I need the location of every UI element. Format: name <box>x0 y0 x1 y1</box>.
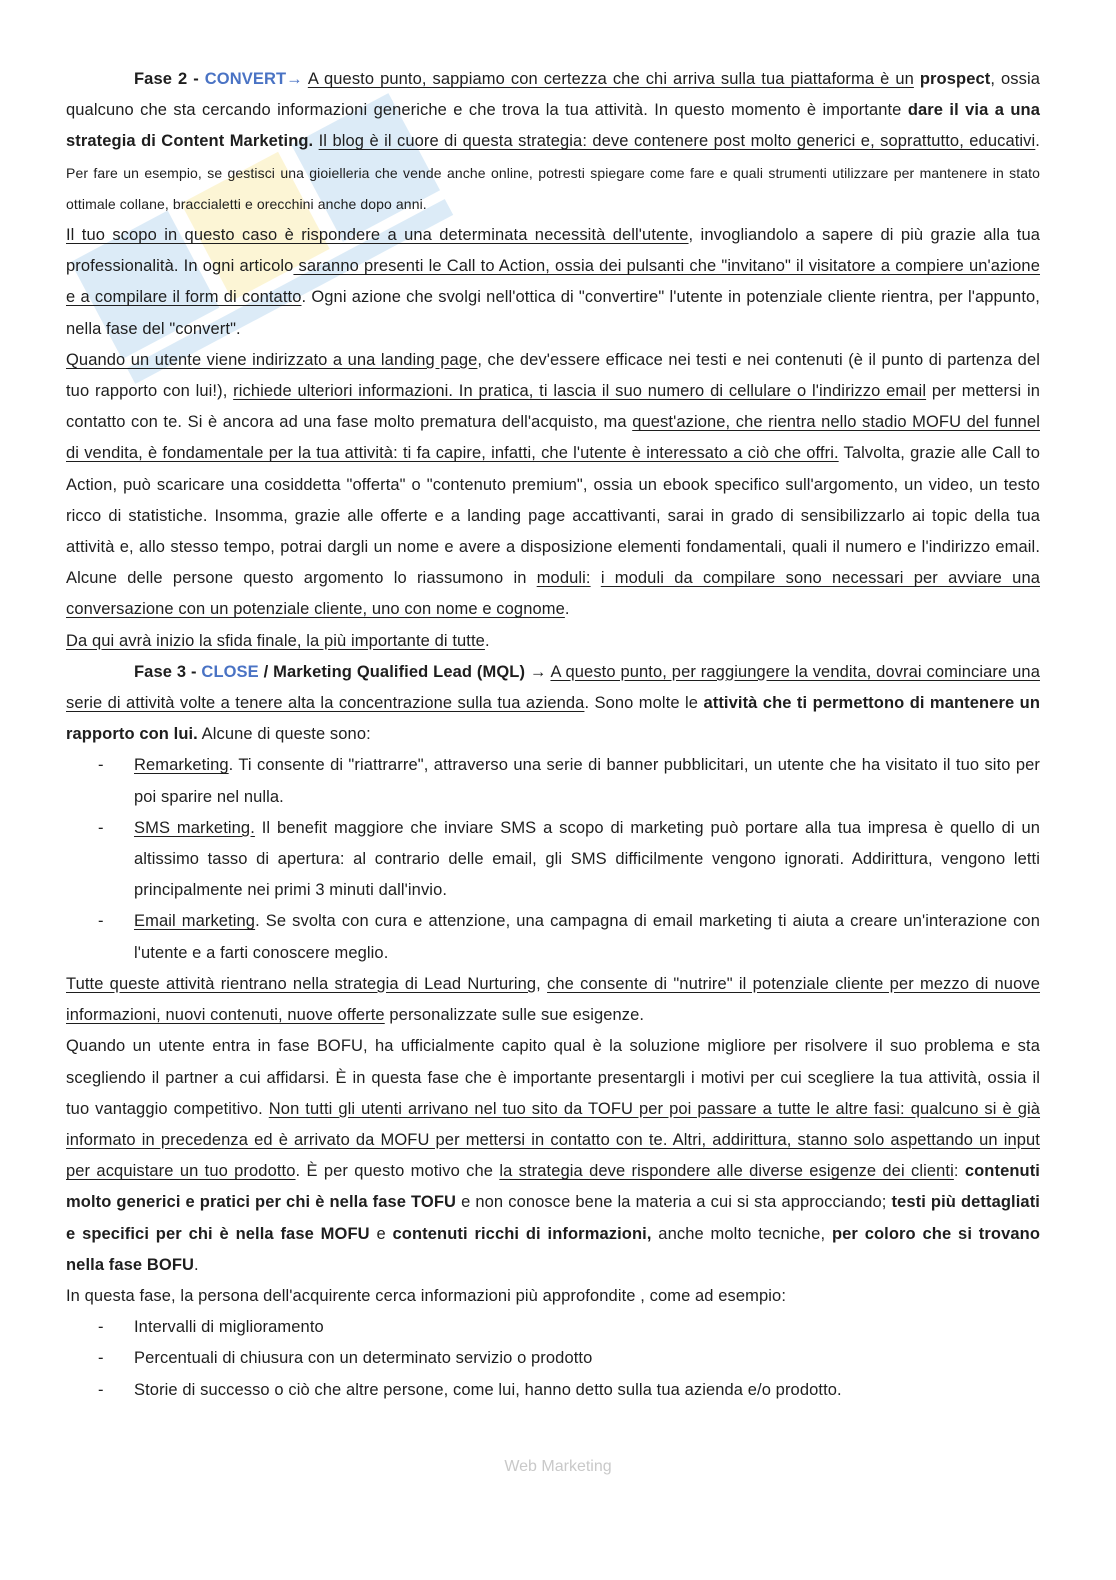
info-list <box>66 1312 1040 1406</box>
list-item: - Email marketing. Se svolta con cura e attenzione, una campagna di email marketing ti aiuta a creare un'interazione con l'utente e a farti conoscere meglio. <box>98 912 1040 962</box>
page-footer: Web Marketing <box>504 1458 612 1475</box>
paragraph-landing-page: Quando un utente viene indirizzato a una landing page, che dev'essere efficace nei testi e nei contenuti (è il punto di partenza del tuo rapporto con lui!), richiede ulteriori informazioni. In pratica, ti lascia il suo numero di cellulare o l'indirizzo email per mettersi in contatto con te. Si è ancora ad una fase molto prematura dell'acquisto, ma quest'azione, che rientra nello stadio MOFU del funnel di vendita, è fondamentale per la tua attività: ti fa capire, infatti, che l'utente è interessato a ciò che offri. Talvolta, grazie alle Call to Action, può scaricare una cosiddetta "offerta" o "contenuto premium", ossia un ebook specifico sull'argomento, un video, un testo ricco di statistiche. Insomma, grazie alle offerte e a landing page accattivanti, sarai in grado di sensibilizzarlo ai topic della tua attività e, allo stesso tempo, potrai dargli un nome e avere a disposizione elementi fondamentali, quali il numero e l'indirizzo email. Alcune delle persone questo argomento lo riassumono in moduli: i moduli da compilare sono necessari per avviare una conversazione con un potenziale cliente, uno con nome e cognome. <box>66 350 1040 619</box>
paragraph-fase3: Fase 3 - CLOSE / Marketing Qualified Lead (MQL) → A questo punto, per raggiungere la vendita, dovrai cominciare una serie di attività volte a tenere alta la concentrazione sulla tua azienda. Sono molte le attività che ti permettono di mantenere un rapporto con lui. Alcune di queste sono: <box>66 662 1041 744</box>
paragraph-fase2: Fase 2 - CONVERT→ A questo punto, sappiamo con certezza che chi arriva sulla tua piattaforma è un prospect, ossia qualcuno che sta cercando informazioni generiche e che trova la tua attività. In questo momento è importante dare il via a una strategia di Content Marketing. Il blog è il cuore di questa strategia: deve contenere post molto generici e, soprattutto, educativi. Per fare un esempio, se gestisci una gioielleria che vende anche online, potresti spiegare come fare e quali strumenti utilizzare per mantenere in stato ottimale collane, braccialetti e orecchini anche dopo anni. <box>66 70 1041 212</box>
fase3-label: Fase 3 - <box>134 662 202 681</box>
list-item: - Percentuali di chiusura con un determinato servizio o prodotto <box>98 1349 593 1368</box>
activities-list <box>66 750 1040 968</box>
convert-heading: CONVERT→ <box>204 70 303 88</box>
paragraph-bofu: Quando un utente entra in fase BOFU, ha ufficialmente capito qual è la soluzione migliore per risolvere il suo problema e sta scegliendo il partner a cui affidarsi. È in questa fase che è importante presentargli i motivi per cui scegliere la tua attività, ossia il tuo vantaggio competitivo. Non tutti gli utenti arrivano nel tuo sito da TOFU per poi passare a tutte le altre fasi: qualcuno si è già informato in precedenza ed è arrivato da MOFU per mettersi in contatto con te. Altri, addirittura, stanno solo aspettando un input per acquistare un tuo prodotto. È per questo motivo che la strategia deve rispondere alle diverse esigenze dei clienti: contenuti molto generici e pratici per chi è nella fase TOFU e non conosce bene la materia a cui si sta approcciando; testi più dettagliati e specifici per chi è nella fase MOFU e contenuti ricchi di informazioni, anche molto tecniche, per coloro che si trovano nella fase BOFU. <box>66 1037 1041 1274</box>
document-body <box>66 64 1040 1406</box>
fase2-label: Fase 2 - <box>134 70 205 88</box>
list-item: - Remarketing. Ti consente di "riattrarre", attraverso una serie di banner pubblicitari, un utente che ha visitato il tuo sito per poi sparire nel nulla. <box>98 756 1040 806</box>
paragraph-buyer-info: In questa fase, la persona dell'acquirente cerca informazioni più approfondite , come ad esempio: <box>66 1286 787 1305</box>
paragraph-lead-nurturing: Tutte queste attività rientrano nella strategia di Lead Nurturing, che consente di "nutrire" il potenziale cliente per mezzo di nuove informazioni, nuovi contenuti, nuove offerte personalizzate sulle sue esigenze. <box>66 974 1040 1025</box>
paragraph-final-challenge: Da qui avrà inizio la sfida finale, la più importante di tutte. <box>66 631 490 650</box>
list-item: - Intervalli di miglioramento <box>98 1318 324 1337</box>
list-item: - Storie di successo o ciò che altre persone, come lui, hanno detto sulla tua azienda e/o prodotto. <box>98 1380 842 1399</box>
list-item: - SMS marketing. Il benefit maggiore che inviare SMS a scopo di marketing può portare alla tua impresa è quello di un altissimo tasso di apertura: al contrario delle email, gli SMS difficilmente vengono ignorati. Addirittura, vengono letti principalmente nei primi 3 minuti dall'invio. <box>98 818 1040 900</box>
paragraph-scope: Il tuo scopo in questo caso è rispondere a una determinata necessità dell'utente, invogliandolo a sapere di più grazie alla tua professionalità. In ogni articolo saranno presenti le Call to Action, ossia dei pulsanti che "invitano" il visitatore a compiere un'azione e a compilare il form di contatto. Ogni azione che svolgi nell'ottica di "convertire" l'utente in potenziale cliente rientra, per l'appunto, nella fase del "convert". <box>66 226 1040 338</box>
close-heading: CLOSE <box>201 662 259 681</box>
